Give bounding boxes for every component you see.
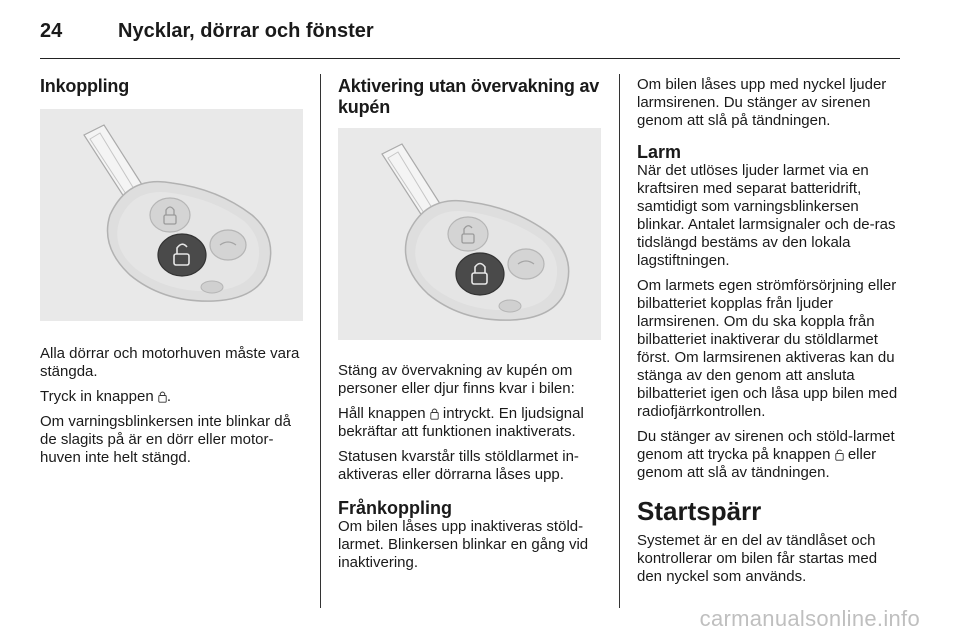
car-key-fob-icon	[338, 128, 601, 340]
paragraph: Håll knappen intryckt. En ljudsignal bekräftar att funktionen inaktiverats.	[338, 405, 584, 440]
watermark: carmanualsonline.info	[699, 606, 920, 631]
lock-icon	[158, 390, 167, 403]
column-aktivering	[338, 76, 602, 579]
paragraph: Om bilen låses upp med nyckel ljuder larmsirenen. Du stänger av sirenen genom att slå på tändningen.	[637, 76, 887, 129]
section-heading-inkoppling: Inkoppling	[40, 76, 129, 96]
key-fob-illustration	[40, 109, 303, 321]
paragraph: Du stänger av sirenen och stöld-larmet genom att trycka på knappen eller genom att slå av tändningen.	[637, 428, 895, 481]
paragraph: Om varningsblinkersen inte blinkar då de slagits på är en dörr eller motor-huven inte helt stängd.	[40, 413, 291, 466]
page-number: 24	[40, 20, 63, 42]
lock-icon	[430, 407, 439, 420]
paragraph: Systemet är en del av tändlåset och kontrollerar om bilen får startas med den nyckel som används.	[637, 532, 878, 585]
paragraph: Tryck in knappen .	[40, 388, 172, 405]
section-heading-aktivering: Aktivering utan övervakning av kupén	[338, 76, 600, 117]
sub-heading-frankoppling: Frånkoppling	[338, 498, 452, 518]
key-fob-illustration	[338, 128, 601, 340]
paragraph: Statusen kvarstår tills stöldlarmet in-aktiveras eller dörrarna låses upp.	[338, 448, 579, 483]
paragraph: Om larmets egen strömförsörjning eller bilbatteriet kopplas från ljuder larmsirenen. Om du ska koppla från bilbatteriet inaktiverar du stöldlarmet först. Om larmsirenen aktiveras kan du stänga av den genom att ansluta bilbatteriet igen och låsa upp bilen med radiofjärrkontrollen.	[637, 277, 898, 420]
paragraph: Alla dörrar och motorhuven måste vara stängda.	[40, 345, 300, 380]
unlock-icon	[835, 448, 844, 461]
paragraph: Stäng av övervakning av kupén om personer eller djur finns kvar i bilen:	[338, 362, 575, 397]
column-larm	[637, 76, 901, 593]
paragraph: När det utlöses ljuder larmet via en kraftsiren med separat batteridrift, samtidigt som varningsblinkersen blinkar. Antalet larmsignaler och de-ras tidslängd bestäms av den lokala lagstiftningen.	[637, 162, 896, 269]
column-inkoppling	[40, 76, 303, 474]
column-divider	[619, 74, 620, 608]
car-key-fob-icon	[40, 109, 303, 321]
paragraph: Om bilen låses upp inaktiveras stöld-larmet. Blinkersen blinkar en gång vid inaktivering.	[338, 518, 589, 571]
page-header	[40, 18, 900, 59]
sub-heading-larm: Larm	[637, 142, 682, 162]
page-title: Nycklar, dörrar och fönster	[118, 20, 374, 42]
column-divider	[320, 74, 321, 608]
section-heading-startsparr: Startspärr	[637, 496, 762, 526]
